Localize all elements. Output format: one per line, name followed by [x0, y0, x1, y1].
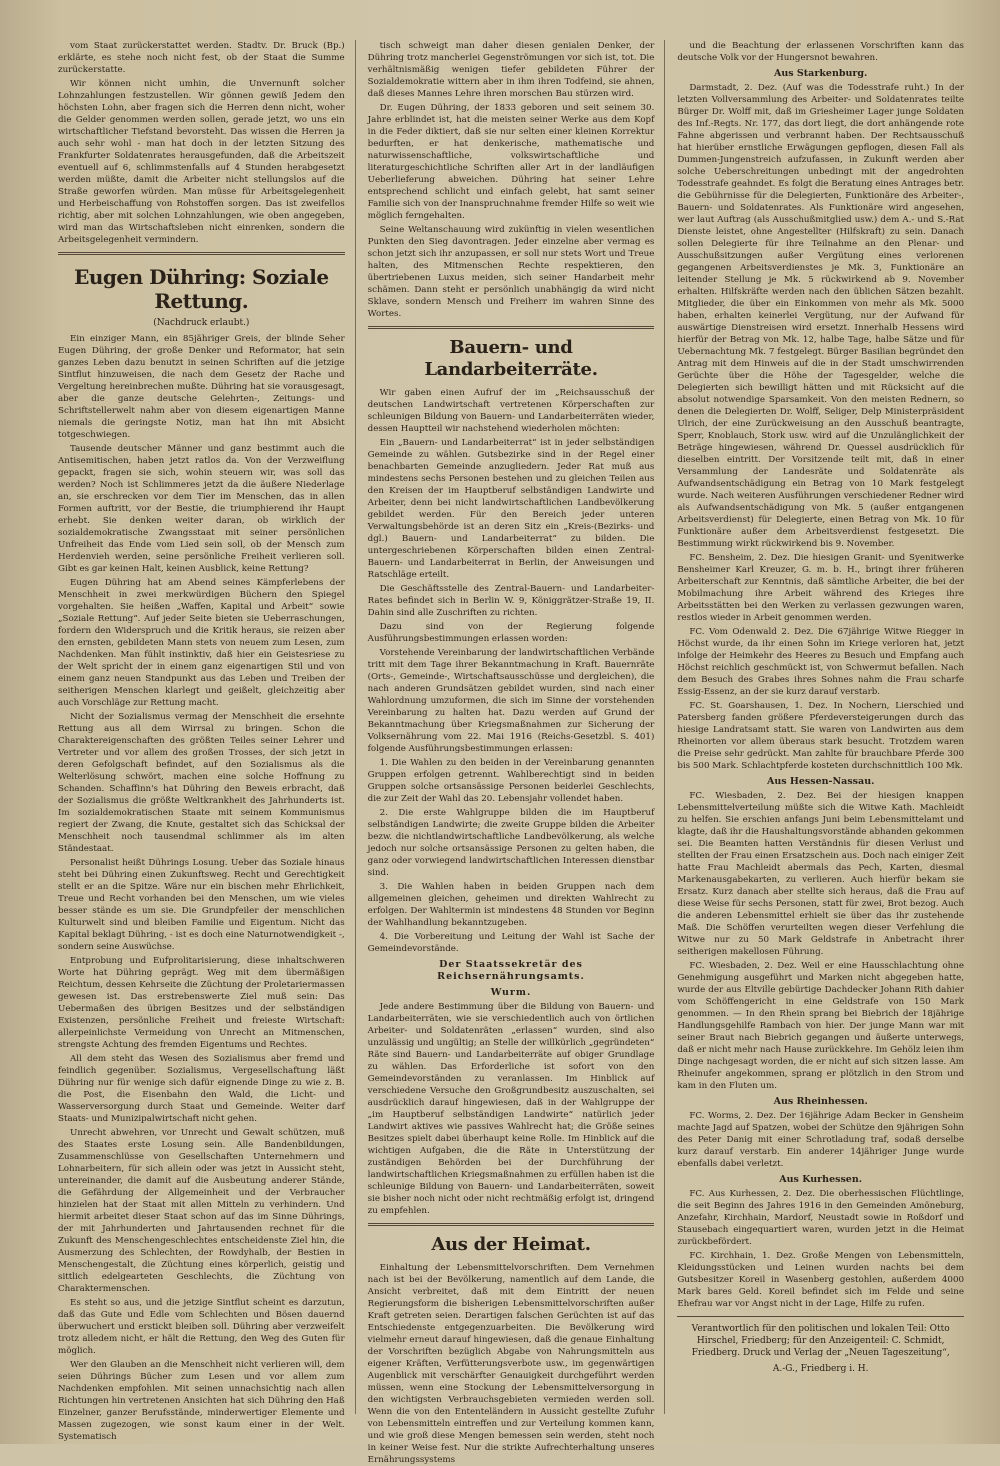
article-paragraph: Wir können nicht umhin, die Unvernunft solcher Lohnzahlungen festzustellen. Wir gönnen gewiß Jedem den höchsten Lohn, aber fragen sich die Herren denn nicht, woher die Gelder genommen werden sollen, gerade jetzt, wo uns ein wirtschaftlicher Tiefstand bevorsteht. Das wissen die Herren ja auch sehr wohl - man hat doch in der letzten Sitzung des Frankfurter Soldatenrates herausgefunden, daß die Arbeitszeit eventuell auf 6, schlimmstenfalls auf 4 Stunden herabgesetzt werden müßte, damit die Arbeiter nicht stellungslos auf die Straße geworfen würden. Man müsse für Arbeitsgelegenheit und Herbeischaffung von Rohstoffen sorgen. Das ist zweifellos richtig, aber mit solchen Lohnzahlungen, wie oben angegeben, wird man das Wirtschaftsleben nicht einrenken, sondern die Arbeitsgelegenheit vermindern. [58, 79, 345, 245]
article-paragraph: Personalist heißt Dührings Losung. Ueber das Soziale hinaus steht bei Dühring einen Zukunftsweg. Recht und Gerechtigkeit stellt er an die Spitze. Wäre nur ein bischen mehr Ehrlichkeit, Treue und Recht vorhanden bei den Menschen, um wie vieles besser stände es um sie. Die Grundpfeiler der menschlichen Kulturwelt sind und bleiben Familie und Eigentum. Nicht das Kapital beklagt Dühring, - ist es doch eine Naturnotwendigkeit -, sondern seine Auswüchse. [58, 858, 345, 952]
article-paragraph: Wer den Glauben an die Menschheit nicht verlieren will, dem seien Dührings Bücher zum Lesen und vor allem zum Nachdenken empfohlen. Mit seinen unnachsichtig nach allen Richtungen hin vertretenen Ansichten hat sich Dühring den Haß Einzelner, ganzer Berufsstände, minderwertiger Elemente und Massen zugezogen, wie sonst kaum einer in der Welt. Systematisch [58, 1360, 345, 1442]
article-paragraph: Einhaltung der Lebensmittelvorschriften. Dem Vernehmen nach ist bei der Bevölkerung, namentlich auf dem Lande, die Ansicht verbreitet, daß mit dem Eintritt der neuen Regierungsform die bisherigen Lebensmittelvorschriften außer Kraft getreten seien. Derartigen falschen Gerüchten ist auf das Entschiedenste entgegenzuarbeiten. Die Bevölkerung wird vielmehr erneut darauf hingewiesen, daß die genaue Einhaltung der Vorschriften bezüglich Abgabe von Nahrungsmitteln aus eigener Kräften, Verfütterungsverbote usw., im gegenwärtigen Augenblick mit verschärfter Genauigkeit durchgeführt werden müssen, wenn eine Stockung der Lebensmittelversorgung in den wichtigsten Verbrauchsgebieten vermieden werden soll. Wenn die von den Ententeländern in Aussicht gestellte Zufuhr von Lebensmitteln eintreffen und zur Verteilung kommen kann, und wie groß diese Mengen bemessen sein werden, steht noch in keiner Weise fest. Nur die strikte Aufrechterhaltung unseres Ernährungssystems [367, 1263, 655, 1465]
imprint-text: Verantwortlich für den politischen und lokalen Teil: Otto Hirschel, Friedberg; für den Anzeigenteil: C. Schmidt, Friedberg. Druck und Verlag der „Neuen Tageszeitung“, [691, 1324, 950, 1358]
article-paragraph: 4. Die Vorbereitung und Leitung der Wahl ist Sache der Gemeindevorstände. [367, 932, 655, 954]
article-paragraph: FC. Aus Kurhessen, 2. Dez. Die oberhessischen Flüchtlinge, die seit Beginn des Jahres 1916 in den Gemeinden Amöneburg, Anzefahr, Kirchhain, Mardorf, Neustadt sowie in Roßdorf und Stausebach eingequartiert waren, wurden jetzt in die Heimat zurückbefördert. [677, 1189, 965, 1247]
article-paragraph: FC. Vom Odenwald 2. Dez. Die 67jährige Witwe Riegger in Höchst wurde, da ihr einen Sohn im Kriege verloren hat, jetzt infolge der Heimkehr des Heeres zu Besuch und Empfang auch Höchst reichlich geschmückt ist, von Schwermut befallen. Nach dem Besuch des Grabes ihres Sohnes nahm die Frau scharfe Essig-Essenz, an der sie kurz darauf verstarb. [677, 627, 965, 697]
article-paragraph: Wir gaben einen Aufruf der im „Reichsausschuß der deutschen Landwirtschaft vertretenen Körperschaften zur schleunigen Bildung von Bauern- und Landarbeiterräten wieder, dessen Hauptteil wir nachstehend wiederholen möchten: [367, 388, 655, 434]
signature-office: Der Staatssekretär des Reichsernährungsamts. [437, 959, 585, 982]
article-paragraph: 2. Die erste Wahlgruppe bilden die im Hauptberuf selbständigen Landwirte; die zweite Gruppe bilden die Arbeiter bezw. die nichtlandwirtschaftliche Landbevölkerung, als welche jedoch nur solche ortsansässige Personen zu gelten haben, die ganz oder vorwiegend landwirtschaftlichen Interessen dienstbar sind. [367, 808, 655, 878]
article-paragraph: FC. St. Goarshausen, 1. Dez. In Nochern, Lierschied und Patersberg fanden größere Pferdeversteigerungen durch das hiesige Landratsamt statt. Sie waren von Landwirten aus dem Rheinorten vor allem überaus stark besucht. Trotzdem waren die Preise sehr gedrückt. Man zahlte für brauchbare Pferde 300 bis 500 Mark. Schlachtpferde kosteten durchschnittlich 100 Mk. [677, 701, 965, 771]
article-heading-bauernraete: Bauern- und Landarbeiterräte. [424, 337, 598, 380]
divider [368, 1223, 655, 1226]
article-paragraph: 1. Die Wahlen zu den beiden in der Vereinbarung genannten Gruppen erfolgen getrennt. Wahlberechtigt sind in beiden Gruppen solche ortsansässige Personen beiderlei Geschlechts, die zur Zeit der Wahl das 20. Lebensjahr vollendet haben. [367, 758, 655, 804]
article-paragraph: Tausende deutscher Männer und ganz bestimmt auch die Antisemitischen, haben jetzt ratlos da. Von der Verzweiflung gepackt, fragen sie sich, wohin steuern wir, was soll das werden? Noch ist Schlimmeres jetzt da die äußere Niederlage an, sie erschrecken vor dem Tier im Menschen, das in allen Formen auftritt, vor der Bestie, die triumphierend ihr Haupt erhebt. Sie denken weiter daran, ob wirklich der sozialdemokratische Zwangsstaat mit seiner persönlichen Unfreiheit das Ende vom Lied sein soll, ob der Mensch zum Herdenvieh werden, seine persönliche Freiheit verlieren soll. Gibt es gar keinen Halt, keinen Ausblick, keine Rettung? [58, 444, 345, 574]
divider [58, 252, 345, 255]
column-1 [58, 40, 356, 1442]
column-3 [677, 40, 974, 1414]
section-heading: Aus Kurhessen. [779, 1174, 863, 1185]
article-paragraph: FC. Kirchhain, 1. Dez. Große Mengen von Lebensmitteln, Kleidungsstücken und Leinen wurden nachts bei dem Gutsbesitzer Koreil in Wasenberg gestohlen, außerdem 4000 Mark bares Geld. Koreil befindet sich im Felde und seine Ehefrau war vor Angst nicht in der Lage, Hilfe zu rufen. [677, 1251, 965, 1309]
divider [677, 1316, 964, 1317]
article-paragraph: Dr. Eugen Dühring, der 1833 geboren und seit seinem 30. Jahre erblindet ist, hat die meisten seiner Werke aus dem Kopf in die Feder diktiert, daß sie nur selten einer kleinen Korrektur bedurften, er hat denkerische, mathematische und naturwissenschaftliche, volkswirtschaftliche und literaturgeschichtliche Schriften aller Art in der landläufigen Ueberlieferung abweichen. Dühring hat seiner Lehre entsprechend schlicht und einfach gelebt, hat samt seiner Familie sich von der Inanspruchnahme fremder Hilfe so weit wie möglich ferngehalten. [367, 103, 655, 221]
article-paragraph: Die Geschäftsstelle des Zentral-Bauern- und Landarbeiter-Rates befindet sich in Berlin W. 9, Königgrätzer-Straße 19, II. Dahin sind alle Zuschriften zu richten. [367, 584, 655, 618]
article-paragraph: tisch schweigt man daher diesen genialen Denker, der Dühring trotz mancherlei Gegenströmungen vor sich ist, tot. Die verhältnismäßig wenigen tiefer gebildeten Führer der Sozialdemokratie wittern aber in ihm ihren Todfeind, sie ahnen, daß dieses Mannes Lehre ihren morschen Bau stürzen wird. [367, 41, 655, 99]
article-paragraph: FC. Worms, 2. Dez. Der 16jährige Adam Becker in Gensheim machte Jagd auf Spatzen, wobei der Schütze den 9jährigen Sohn des Peter Danig mit einer Schrotladung traf, sodaß derselbe kurz darauf verstarb. Ein anderer 14jähriger Junge wurde ebenfalls dabei verletzt. [677, 1111, 965, 1169]
section-heading: Aus Starkenburg. [773, 68, 868, 79]
section-heading: Aus Hessen-Nassau. [766, 776, 875, 787]
article-paragraph: Ein einziger Mann, ein 85jähriger Greis, der blinde Seher Eugen Dühring, der große Denker und Reformator, hat sein ganzes Leben dazu benutzt in seinen Schriften auf die jetzige Sintflut hinzuweisen, die nach dem Gesetz der Rache und Vergeltung hereinbrechen mußte. Dühring hat sie vorausgesagt, aber die ganze deutsche Gelehrten-, Zeitungs- und Schriftstellerwelt nahm aber von diesem eigenartigen Manne niemals die geringste Notiz, man hat ihn mit Absicht totgeschwiegen. [58, 334, 345, 440]
column-2 [367, 40, 666, 1465]
article-paragraph: FC. Wiesbaden, 2. Dez. Weil er eine Hausschlachtung ohne Genehmigung ausgeführt und Marken nicht abgegeben hatte, wurde der aus Eltville gebürtige Dachdecker Johann Rith dahier vom Schöffengericht in eine Geldstrafe von 150 Mark genommen. — In den Rhein sprang bei Biebrich der 18jährige Handlungsgehilfe Rambach von hier. Der junge Mann war mit seiner Braut nach Biebrich gegangen und äußerte unterwegs, daß er nicht mehr nach Hause zurückkehre. Im Gehölz leien ihm Dinge nachgesagt worden, die er nicht auf sich sitzen lasse. Am Rheinufer angekommen, sprang er plötzlich in den Strom und kam in den Fluten um. [677, 961, 965, 1091]
section-heading: Aus Rheinhessen. [773, 1096, 868, 1107]
article-paragraph: Vorstehende Vereinbarung der landwirtschaftlichen Verbände tritt mit dem Tage ihrer Bekanntmachung in Kraft. Bauernräte (Orts-, Gemeinde-, Wirtschaftsausschüsse und dergleichen), die nach anderen Grundsätzen gebildet wurden, sind nach einer Wahlordnung umzuformen, die sich im Sinne der vorstehenden Vereinbarung zu halten hat. Dazu werden auf Grund der Bekanntmachung über Kriegsmaßnahmen zur Sicherung der Volksernährung vom 22. Mai 1916 (Reichs-Gesetzbl. S. 401) folgende Ausführungsbestimmungen erlassen: [367, 648, 655, 754]
article-paragraph: FC. Wiesbaden, 2. Dez. Bei der hiesigen knappen Lebensmittelverteilung müßte sich die Witwe Kath. Machleidt zu helfen. Sie erschien anfangs Juni beim Lebensmittelamt und klagte, daß ihr die Haushaltungsvorstände abhanden gekommen sei. Die Beamten hatten Verständnis für diesen Verlust und stellten der Frau einen Ersatzschein aus. Doch nach einiger Zeit hatte Frau Machleidt abermals das Pech, Karten, diesmal Markenausgabekarten, zu verlieren. Auch hierfür bekam sie Ersatz. Kurz danach aber stellte sich heraus, daß die Frau auf diese Weise für sechs Personen, statt für zwei, Brot bezog. Auch die anderen Lebensmittel erhielt sie über das ihr zustehende Maß. Die Schöffen verurteilten wegen dieser Verfehlung die Witwe nur zu 50 Mark Geldstrafe in Anbetracht ihrer seitherigen makellosen Führung. [677, 791, 965, 957]
imprint-publisher: A.-G., Friedberg i. H. [772, 1364, 869, 1374]
article-heading-heimat: Aus der Heimat. [431, 1234, 591, 1255]
article-paragraph: Entprobung und Eufprolitarisierung, diese inhaltschweren Worte hat Dühring geprägt. Weg mit dem übermäßigen Reichtum, dessen Kehrseite die Züchtung der Proletariermassen gewesen ist. Das erstrebenswerte Ziel muß sein: Das Uebermaßen des übrigen Besitzes und der selbständigen Existenzen, persönliche Freiheit und freieste Wirtschaft: allerpeinlichste Vermeidung von Unrecht an Mitmenschen, strengste Achtung des fremden Eigentums und Rechtes. [58, 956, 345, 1050]
columns [58, 40, 974, 1465]
article-paragraph: Darmstadt, 2. Dez. (Auf was die Todesstrafe ruht.) In der letzten Vollversammlung des Arbeiter- und Soldatenrates teilte Bürger Dr. Wolff mit, daß im Griesheimer Lager junge Soldaten des Inf.-Regts. Nr. 177, das dort liegt, die dort anhängende rote Fahne abgerissen und verbrannt haben. Der Rechtsausschuß hat hierüber ernstliche Erwägungen gepflogen, diesen Fall als Dummen-Jungenstreich aufzufassen, in Zukunft werden aber solche Ueberschreitungen unbedingt mit der angedrohten Todesstrafe geahndet. Es folgt die Beratung eines Antrages betr. die Gebührnisse für die Delegierten, Funktionäre des Arbeiter-, Bauern- und Soldatenrates. Als Funktionäre wird angesehen, wer laut Auftrag (als Ausschußmitglied usw.) dem A.- und S.-Rat Dienste leistet, ohne Angestellter (Hilfskraft) zu sein. Danach sollen Delegierte für ihre Teilnahme an den Plenar- und Ausschußsitzungen außer Vergütung eines verlorenen gegangenen Arbeitsverdienstes je Mk. 3, Funktionäre an leitender Stellung je Mk. 5 rückwirkend ab 9. November erhalten. Hilfskräfte werden nach den üblichen Sätzen bezahlt. Mitglieder, die über ein Einkommen von mehr als Mk. 5000 haben, erhalten keinerlei Vergütung, nur der Aufwand für auswärtige Dienstreisen wird ersetzt. Innerhalb Hessens wird hierfür der Betrag von Mk. 12, halbe Tage, halbe Sätze und für Uebernachtung Mk. 7 festgelegt. Bürger Basilian begründet den Antrag mit dem Hinweis auf die in der Stadt umschwirrenden Gerüchte über die Höhe der Tagesgelder, welche die Delegierten sich bewilligt hätten und mit Rücksicht auf die absolut notwendige Sparsamkeit. Von den meisten Rednern, so denen die Delegierten Dr. Wolff, Seliger, Delp Ministerpräsident Ulrich, der eine Zurückweisung an den Ausschuß beantragte, Sperr, Knoblauch, Stork usw. wird auf die Unzulänglichkeit der Beträge hingewiesen, während Dr. Quessel ausdrücklich für dieselben eintritt. Der Vorsitzende teilt mit, daß in einer Versammlung der Landesräte und Soldatenräte als Aufwandsentschädigung ein Betrag von 10 Mark festgelegt wurde. Nach weiteren Ausführungen verschiedener Redner wird als Aufwandsentschädigung von Mk. 5 (außer entgangenen Arbeitsverdienst) für Delegierte, einen Betrag von Mk. 10 für Funktionäre außer dem Arbeitsverdienst festgesetzt. Die Bestimmung wirkt rückwirkend bis 9. November. [677, 83, 965, 549]
article-paragraph: Jede andere Bestimmung über die Bildung von Bauern- und Landarbeiterräten, wie sie verschiedentlich auch von örtlichen Arbeiter- und Soldatenräten „erlassen“ wurden, sind also unzulässig und ungültig; an Stelle der willkürlich „gegründeten“ Räte sind Bauern- und Landarbeiterräte auf obiger Grundlage zu wählen. Das Erforderliche ist sofort von den Gemeindevorständen zu veranlassen. Im Hinblick auf verschiedene Versuche den Großgrundbesitz auszuschalten, sei ausdrücklich darauf hingewiesen, daß in der Wahlgruppe der „im Hauptberuf selbständigen Landwirte“ natürlich jeder Landwirt aktives wie passives Wahlrecht hat; die Größe seines Besitzes spielt dabei überhaupt keine Rolle. Im Hinblick auf die wichtigen Aufgaben, die die Räte in Unterstützung der zuständigen Behörden bei der Durchführung der landwirtschaftlichen Kriegsmaßnahmen zu erfüllen haben ist die schleunige Bildung von Bauern- und Landarbeiterräten, soweit sie bisher noch nicht oder nicht rechtmäßig erfolgt ist, dringend zu empfehlen. [367, 1002, 655, 1216]
divider [368, 326, 655, 329]
article-paragraph: All dem steht das Wesen des Sozialismus aber fremd und feindlich gegenüber. Sozialismus, Vergesellschaftung läßt Dühring nur für wenige sich dafür eignende Dinge zu wie z. B. die Post, die Eisenbahn den Wald, die Licht- und Wasserversorgung durch Staat und Gemeinde. Weiter darf Staats- und Munizipalwirtschaft nicht gehen. [58, 1054, 345, 1124]
article-paragraph: Ein „Bauern- und Landarbeiterrat“ ist in jeder selbständigen Gemeinde zu wählen. Gutsbezirke sind in der Regel einer benachbarten Gemeinde anzugliedern. Jeder Rat muß aus mindestens sechs Personen bestehen und zu gleichen Teilen aus den Kreisen der im Hauptberuf selbständigen Landwirte und Arbeiter, denn bei nicht landwirtschaftlichen Landbevölkerung gebildet werden. Für den Bereich jeder unteren Verwaltungsbehörde ist an deren Sitz ein „Kreis-(Bezirks- und dgl.) Bauern- und Landarbeiterrat“ zu bilden. Die untergeschriebenen Körperschaften bilden einen Zentral-Bauern- und Landarbeiterrat in Berlin, der Anweisungen und Ratschläge erteilt. [367, 438, 655, 580]
article-paragraph: und die Beachtung der erlassenen Vorschriften kann das deutsche Volk vor der Hungersnot bewahren. [677, 41, 965, 63]
article-paragraph: Nicht der Sozialismus vermag der Menschheit die ersehnte Rettung aus all dem Wirrsal zu bringen. Schon die Charaktereigenschaften des größten Teiles seiner Lehrer und Vertreter und vor allem des großen Trosses, der sich jetzt in deren Gefolgschaft befindet, auf den Sozialismus als die Welterlösung schwört, machen eine solche Hoffnung zu Schanden. Schaffinn's hat Dühring den Beweis erbracht, daß der Sozialismus die größte Weltkrankheit des Jahrhunderts ist. Im sozialdemokratischen Staate mit seinem Kommunismus regiert der Zwang, die Knute, gestaltet sich das Schicksal der Menschheit noch tausendmal schlimmer als im alten Ständestaat. [58, 712, 345, 854]
article-paragraph: Es steht so aus, und die jetzige Sintflut scheint es darzutun, daß das Gute und Edle vom Schlechten und Bösen dauernd überwuchert und erstickt bleiben soll. Dühring aber verzweifelt trotz alledem nicht, er hält die Rettung, den Weg des Guten für möglich. [58, 1298, 345, 1356]
article-paragraph: Dazu sind von der Regierung folgende Ausführungsbestimmungen erlassen worden: [367, 622, 655, 644]
signature-name: Wurm. [490, 987, 532, 998]
reprint-note: (Nachdruck erlaubt.) [153, 318, 250, 328]
article-paragraph: FC. Bensheim, 2. Dez. Die hiesigen Granit- und Syenitwerke Bensheimer Karl Kreuzer, G. m. b. H., bringt ihrer früheren Arbeiterschaft zur Kenntnis, daß sämtliche Arbeiter, die bei der Mobilmachung ihre Arbeit während des Krieges ihre Arbeitsstätten bei den Werken zu verlassen gezwungen waren, restlos wieder in Arbeit genommen werden. [677, 553, 965, 623]
article-heading-duehring: Eugen Dühring: Soziale Rettung. [74, 265, 329, 313]
article-paragraph: Seine Weltanschauung wird zukünftig in vielen wesentlichen Punkten den Sieg davontragen. Jeder einzelne aber vermag es schon jetzt sich ihr anzupassen, er soll nur stets Wort und Treue halten, des Mitmenschen Rechte respektieren, den übertriebenen Luxus meiden, sich seiner Handarbeit mehr schämen. Dann steht er persönlich unabhängig da wird nicht Sklave, sondern Mensch und Freiherr im wahren Sinne des Wortes. [367, 225, 655, 319]
intro-paragraph: vom Staat zurückerstattet werden. Stadtv. Dr. Bruck (Bp.) erklärte, es stehe noch nicht fest, ob der Staat die Summe zurückerstatte. [58, 41, 345, 75]
article-paragraph: Unrecht abwehren, vor Unrecht und Gewalt schützen, muß des Staates erste Losung sein. Alle Bandenbildungen, Zusammenschlüsse von Gesellschaften Unternehmern und Lohnarbeitern, für sich allein oder was jetzt in Aussicht steht, untereinander, die damit auf die Ausbeutung anderer Stände, die Gefährdung der Allgemeinheit und der Verbraucher hinzielen hat der Staat mit allen Mitteln zu verhindern. Und hiermit arbeitet dieser Staat schon auf das im Sinne Dührings, der mit Jahrhunderten und Jahrtausenden rechnet für die Zukunft des Menschengeschlechtes entscheidenste Ziel hin, die Ausmerzung des Schlechten, der Rowdyhalb, der Bestien in Menschengestalt, die Züchtung eines körperlich, geistig und sittlich edelgearteten Geschlechts, die Züchtung von Charaktermenschen. [58, 1128, 345, 1294]
article-paragraph: 3. Die Wahlen haben in beiden Gruppen nach dem allgemeinen gleichen, geheimen und direkten Wahlrecht zu erfolgen. Der Wahltermin ist mindestens 48 Stunden vor Beginn der Wahlhandlung bekanntzugeben. [367, 882, 655, 928]
article-paragraph: Eugen Dühring hat am Abend seines Kämpferlebens der Menschheit in zwei merkwürdigen Büchern den Spiegel vorgehalten. Sie heißen „Waffen, Kapital und Arbeit“ sowie „Soziale Rettung“. Auf jeder Seite bieten sie Ueberraschungen, fordern den Widerspruch und die Kritik heraus, sie reizen aber den ernsten, gebildeten Mann stets von neuem zum Lesen, zum Nachdenken. Man fühlt instinktiv, daß hier ein Geistesriese zu der Welt spricht der in einem ganz eigenartigen Stil und von einem ganz neuen Standpunkt aus das Leben und Treiben der seitherigen Menschen klarlegt und geißelt, gleichzeitig aber auch Vorschläge zur Rettung macht. [58, 578, 345, 708]
